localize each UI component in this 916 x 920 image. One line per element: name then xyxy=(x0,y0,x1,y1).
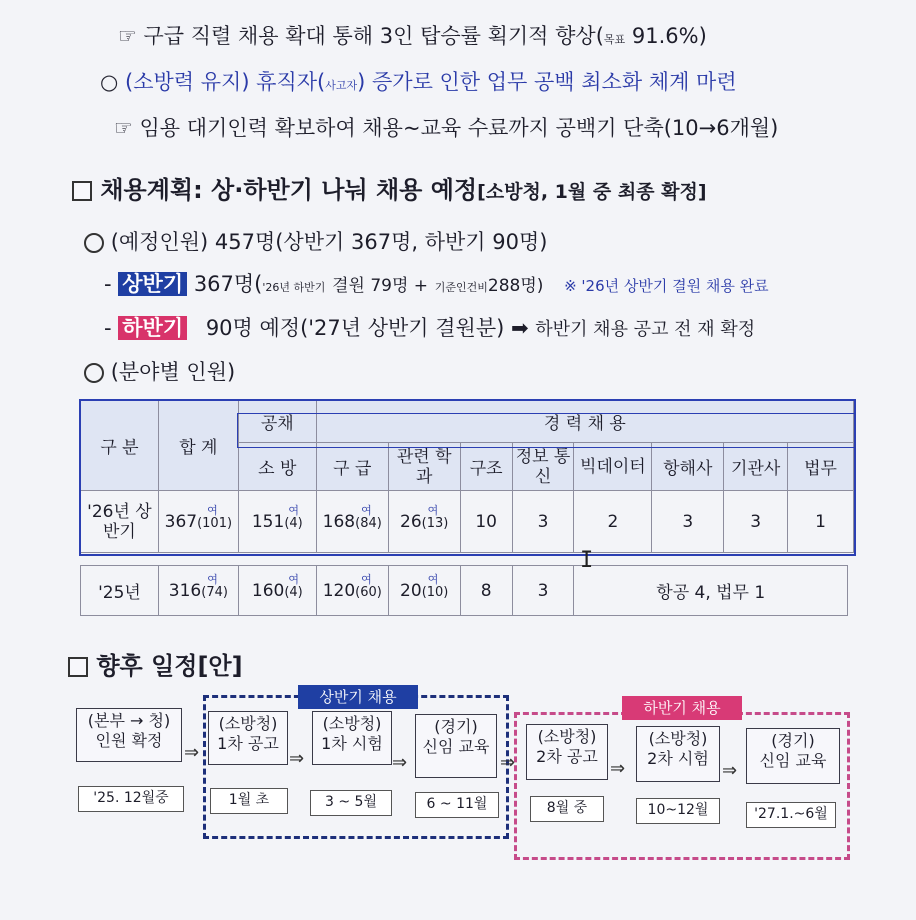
header-rescue: 구조 xyxy=(460,443,512,491)
cell-related xyxy=(388,566,460,616)
goal-line xyxy=(118,20,707,50)
cell-total-value: 316 xyxy=(168,580,202,601)
first-half-mid: 결원 79명 + xyxy=(332,276,429,296)
header-navigator: 항해사 xyxy=(652,443,724,491)
cell-others: 항공 4, 법무 1 xyxy=(574,566,848,616)
schedule-title: 향후 일정[안] xyxy=(96,652,243,680)
header-engineer: 기관사 xyxy=(724,443,788,491)
date-second-training: '27.1.~6월 xyxy=(746,802,836,828)
second-half-label: 하반기 채용 xyxy=(622,696,742,720)
double-arrow-icon: ⇒ xyxy=(184,742,200,763)
pointing-hand-icon: ☞ xyxy=(118,24,137,48)
dash: - xyxy=(104,272,112,296)
first-half-remark: ※ '26년 상반기 결원 채용 완료 xyxy=(564,277,769,295)
header-bigdata: 빅데이터 xyxy=(574,443,652,491)
cell-ems xyxy=(316,566,388,616)
female-label: 여 xyxy=(207,503,218,517)
header-law: 법무 xyxy=(788,443,854,491)
row-label: '26년 상반기 xyxy=(81,491,159,553)
first-half-line xyxy=(104,268,769,298)
goal-value: 91.6%) xyxy=(631,24,707,48)
cell-it: 3 xyxy=(512,566,574,616)
step-line1: (소방청) xyxy=(322,714,382,733)
cell-fire-female: (4) xyxy=(284,515,303,531)
maintain-note: 사고자 xyxy=(325,79,358,92)
recruitment-table-2026 xyxy=(80,400,854,553)
first-half-note2: 기준인건비 xyxy=(434,281,488,294)
reduce-gap-text: 임용 대기인력 확보하여 채용~교육 수료까지 공백기 단축(10→6개월) xyxy=(139,116,779,140)
maintain-line xyxy=(100,66,737,96)
cell-related xyxy=(388,491,460,553)
checkbox-square-icon xyxy=(72,181,92,201)
step-line1: (경기) xyxy=(771,731,815,750)
female-label: 여 xyxy=(427,503,439,517)
planned-headcount-text: (예정인원) 457명(상반기 367명, 하반기 90명) xyxy=(110,230,548,254)
pointing-hand-icon: ☞ xyxy=(114,116,133,140)
cell-law: 1 xyxy=(788,491,854,553)
date-second-exam: 10~12월 xyxy=(636,798,720,824)
second-half-tag: 하반기 xyxy=(118,316,187,340)
first-half-count: 367명( xyxy=(193,272,263,296)
step-second-notice xyxy=(526,724,608,780)
step-second-training xyxy=(746,728,840,784)
maintain-text-2: ) 증가로 인한 업무 공백 최소화 체계 마련 xyxy=(357,70,737,94)
date-second-notice: 8월 중 xyxy=(530,796,604,822)
step-line2: 신임 교육 xyxy=(422,737,490,756)
female-label: 여 xyxy=(427,572,439,586)
cell-fire xyxy=(238,491,316,553)
first-half-note1: '26년 하반기 xyxy=(262,281,326,294)
dash: - xyxy=(104,316,112,340)
cell-fire-value: 151 xyxy=(251,511,285,532)
text-cursor-icon: I xyxy=(580,548,594,573)
step-confirm-headcount xyxy=(76,708,182,762)
cell-fire-value: 160 xyxy=(251,580,285,601)
step-line2: 2차 시험 xyxy=(647,749,709,768)
header-ems: 구 급 xyxy=(316,443,388,491)
cell-fire xyxy=(238,566,316,616)
double-arrow-icon: ⇒ xyxy=(610,758,626,779)
header-it: 정보 통신 xyxy=(512,443,574,491)
cell-related-value: 20 xyxy=(400,580,422,601)
step-line2: 1차 공고 xyxy=(217,734,279,753)
step-line1: (소방청) xyxy=(648,729,708,748)
goal-note: 목표 xyxy=(603,33,626,46)
cell-engineer: 3 xyxy=(724,491,788,553)
cell-ems-value: 168 xyxy=(322,511,356,532)
row-label: '25년 xyxy=(81,566,159,616)
table-row xyxy=(81,491,854,553)
circle-bullet-icon xyxy=(84,233,104,253)
step-line2: 신임 교육 xyxy=(759,751,827,770)
cell-total-female: (74) xyxy=(201,584,228,600)
arrow-right-icon: ➡ xyxy=(511,316,529,340)
first-half-label: 상반기 채용 xyxy=(298,685,418,709)
cell-rescue: 10 xyxy=(460,491,512,553)
cell-navigator: 3 xyxy=(652,491,724,553)
goal-text: 구급 직렬 채용 확대 통해 3인 탑승률 획기적 향상( xyxy=(143,24,604,48)
cell-ems-value: 120 xyxy=(322,580,356,601)
cell-related-female: (10) xyxy=(421,584,449,600)
header-career-recruit: 경 력 채 용 xyxy=(316,401,853,443)
cell-fire-female: (4) xyxy=(284,584,303,600)
cell-bigdata: 2 xyxy=(574,491,652,553)
second-half-line xyxy=(104,312,755,342)
date-first-exam: 3 ~ 5월 xyxy=(310,790,392,816)
by-field-line xyxy=(84,356,235,386)
step-first-exam xyxy=(312,711,392,765)
cell-total xyxy=(158,566,238,616)
female-label: 여 xyxy=(361,572,372,586)
cell-ems-female: (60) xyxy=(355,584,382,600)
section-title: 채용계획: 상·하반기 나눠 채용 예정 xyxy=(100,176,478,204)
step-line2: 2차 공고 xyxy=(536,747,598,766)
table-row xyxy=(81,566,848,616)
header-related-major: 관련 학과 xyxy=(388,443,460,491)
female-label: 여 xyxy=(361,503,372,517)
header-category: 구 분 xyxy=(81,401,159,491)
circle-bullet-icon xyxy=(84,363,104,383)
circle-bullet-icon: ○ xyxy=(100,70,119,94)
step-line1: (경기) xyxy=(434,717,478,736)
female-label: 여 xyxy=(288,572,299,586)
step-first-notice xyxy=(208,711,288,765)
recruitment-table-2025 xyxy=(80,565,848,616)
cell-it: 3 xyxy=(512,491,574,553)
cell-total-female: (101) xyxy=(197,515,233,531)
cell-related-value: 26 xyxy=(400,511,422,532)
reduce-gap-line xyxy=(114,112,778,142)
female-label: 여 xyxy=(288,503,299,517)
step-line2: 인원 확정 xyxy=(95,731,163,750)
step-line2: 1차 시험 xyxy=(321,734,383,753)
date-confirm-headcount: '25. 12월중 xyxy=(78,786,184,812)
cell-total-value: 367 xyxy=(164,511,198,532)
step-line1: (본부 → 청) xyxy=(87,711,171,730)
cell-rescue: 8 xyxy=(460,566,512,616)
first-half-tail: 288명) xyxy=(487,276,544,296)
double-arrow-icon: ⇒ xyxy=(392,752,408,773)
header-total: 합 계 xyxy=(158,401,238,491)
cell-ems xyxy=(316,491,388,553)
first-half-tag: 상반기 xyxy=(118,272,187,296)
step-first-training xyxy=(415,714,497,778)
cell-related-female: (13) xyxy=(421,515,449,531)
section-suffix: [소방청, 1월 중 최종 확정] xyxy=(477,181,707,203)
second-half-remark: 하반기 채용 공고 전 재 확정 xyxy=(535,319,756,340)
date-first-notice: 1월 초 xyxy=(210,788,288,814)
cell-total xyxy=(158,491,238,553)
section-recruitment-plan xyxy=(72,170,707,205)
checkbox-square-icon xyxy=(68,657,88,677)
double-arrow-icon: ⇒ xyxy=(722,760,738,781)
step-line1: (소방청) xyxy=(537,727,597,746)
planned-headcount-line xyxy=(84,226,547,256)
step-line1: (소방청) xyxy=(218,714,278,733)
double-arrow-icon: ⇒ xyxy=(289,748,305,769)
section-schedule xyxy=(68,646,243,681)
step-second-exam xyxy=(636,726,720,782)
date-first-training: 6 ~ 11월 xyxy=(415,792,499,818)
maintain-text-1: (소방력 유지) 휴직자( xyxy=(125,70,326,94)
by-field-text: (분야별 인원) xyxy=(110,360,236,384)
header-fire: 소 방 xyxy=(238,443,316,491)
header-open-recruit: 공채 xyxy=(238,401,316,443)
double-arrow-icon: ⇒ xyxy=(500,752,516,773)
cell-ems-female: (84) xyxy=(355,515,382,531)
second-half-text: 90명 예정('27년 상반기 결원분) xyxy=(205,316,505,340)
female-label: 여 xyxy=(207,572,218,586)
